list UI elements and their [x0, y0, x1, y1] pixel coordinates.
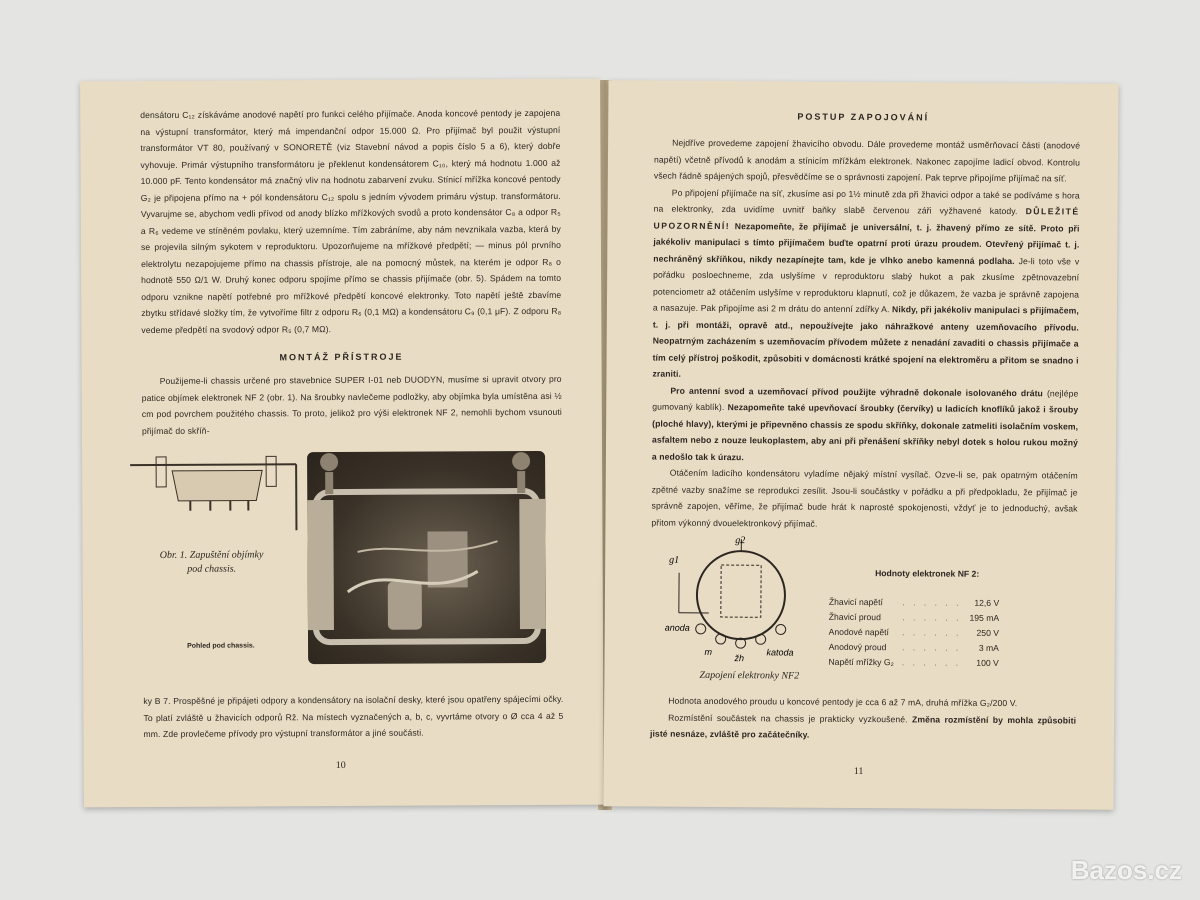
figure-1-caption	[137, 548, 287, 577]
label-anoda: anoda	[664, 622, 690, 633]
right-para-1: Nejdříve provedeme zapojení žhavicího obvodu. Dále provedeme montáž usměrňovací části (anodové napětí) včetně přívodů k anodám a stínicím mřížkám elektronek. Nakonec zapojíme ladicí obvod. Kontrolu všech řádně spájených spojů, přesvědčíme se o správnosti zapojení. Pak teprve připojíme přijímač na síť.	[653, 137, 1081, 184]
right-para-2b: Nezapomeňte, že přijímač je universální, t. j. žhavený přímo ze sítě. Proto při jakékoliv manipulaci s tímto přijímačem buďte opatrní proti úrazu proudem. Otevřený přijímač t. j. nechráněný skříňkou, nikdy nezapínejte tam, kde je vlhko anebo kamenná podlaha.	[653, 220, 1080, 266]
left-text-top	[140, 105, 561, 338]
row-label: Anodový proud	[828, 641, 887, 652]
row-value: 250 V	[976, 627, 1000, 638]
row-dots: . . . . . .	[902, 611, 962, 623]
right-para-6a: Rozmístění součástek na chassis je prakticky vyzkoušené.	[668, 712, 908, 724]
right-para-3b: (nejlépe gumovaný kablík).	[652, 387, 1079, 413]
label-g2: g2	[735, 535, 746, 547]
right-para-2c: Je-li toto vše v pořádku posloechneme, zda uslyšíme v reproduktoru slabý hukot a pak zkusíme zpětnovazební potenciometr až otáčením uslyšíme v reproduktoru klapnutí, což je důkazem, že vazba je správně zapojena a nasazuje. Pak připojíme asi 2 m drátu do antenní zdířky A.	[652, 255, 1080, 315]
table-title: Hodnoty elektronek NF 2:	[875, 568, 980, 579]
right-page	[603, 80, 1118, 810]
right-para-3c: Nezapomeňte také upevňovací šroubky (červíky) u ladicích knoflíků jakož i šrouby (ploché hlavy), kterými je připevněno chassis ze spodu skříňky, dokonale zatmeliti isolačním voskem, asfaltem nebo z nouze leukoplastem, aby ani při přenášení skříňky nebyl dotek s holou rukou možný a nedošlo tak k úrazu.	[651, 402, 1079, 462]
figure-1-caption-line-2: pod chassis.	[187, 563, 237, 575]
row-dots: . . . . . .	[902, 596, 962, 608]
table-row	[824, 654, 1002, 670]
right-para-5: Hodnota anodového proudu u koncové pentody je cca 6 až 7 mA, druhá mřížka G₂/200 V.	[668, 695, 1018, 709]
row-label: Anodové napětí	[828, 626, 889, 637]
montaz-heading: MONTÁŽ PŘÍSTROJE	[279, 351, 404, 363]
row-value: 3 mA	[978, 642, 999, 653]
left-para-1: densátoru C₁₂ získáváme anodové napětí pro funkci celého přijímače. Anoda koncové pentody je zapojena na výstupní transformátor, který má impendanční odpor 15.000 Ω. Pro přijímač byl použit výstupní transformátor VT 80, používaný v SONORETĚ (viz Stavební návod a popis číslo 5 a 6), který dobře vyhovuje. Primár výstupního transformátoru je překlenut kondensátorem C₁₀, který má hodnotu 1.000 až 10.000 pF. Tento kondensátor má značný vliv na hodnotu zabarvení zvuku. Stínicí mřížka koncové pentody G₂ je připojena přímo na + pól kondensátoru C₁₂ spolu s jedním vývodem primáru výstup. transformátoru. Vyvarujme se, abychom vedli přívod od anody blízko mřížkových svodů a proto kondensátor C₈ a odpor R₅ a R₆ vedeme ve stíněném povlaku, který uzemníme. Tím zabráníme, aby nám nevznikala vazba, která by se projevila silným sykotem v reproduktoru. Upozorňujeme na mřížkové předpětí; — minus pól prvního elektrolytu nezapojujeme přímo na chassis přístroje, ale na pomocný můstek, na kterém je odpor R₈ o hodnotě 550 Ω/1 W. Druhý konec odporu spojíme přímo se chassis přijímače (obr. 5). Spádem na tomto odporu vznikne napětí potřebné pro mřížkové předpětí koncové elektronky. Toto napětí ještě zbavíme zbytku střídavé složky tím, že vytvoříme filtr z odporu R₆ (0,1 MΩ) a kondensátoru C₉ (0,1 μF). Z odporu R₈ vedeme předpětí na svodový odpor R₅ (0,7 MΩ).	[140, 107, 562, 335]
left-para-3: ky B 7. Prospěšné je připájeti odpory a kondensátory na isolační desky, které jsou opatřeny spájecími očky. To platí zvláště u žhavicích odporů Rž. Na místech vyznačených a, b, c, vyvrtáme otvory o Ø cca 4 až 5 mm. Zde provlečeme přívody pro výstupní transformátor a jiné součásti.	[143, 693, 564, 740]
table-row	[825, 624, 1003, 640]
left-page	[80, 79, 604, 808]
table-row	[825, 609, 1003, 625]
label-m: m	[704, 646, 713, 657]
row-dots: . . . . . .	[901, 641, 962, 653]
right-para-2a: Po připojení přijímače na síť, zkusíme asi po 1½ minutě zda při žhavici odpor a také se podíváme s hora na elektronky, zda uvidíme uvnitř baňky slabě červenou záři vyžhavené katody.	[653, 187, 1080, 217]
diagram-caption: Zapojení elektronky NF2	[699, 669, 800, 682]
tube-values-table	[824, 594, 1003, 670]
row-dots: . . . . . .	[902, 626, 962, 638]
left-text-mid	[142, 371, 562, 439]
right-page-number: 11	[853, 765, 864, 778]
row-value: 100 V	[976, 657, 999, 668]
warning-title: DŮLEŽITÉ UPOZORNĚNÍ!	[653, 206, 1080, 231]
chassis-photo	[307, 451, 546, 664]
table-row	[825, 639, 1003, 655]
row-label: Žhavicí proud	[828, 611, 881, 622]
right-text-top	[651, 135, 1080, 534]
left-page-number: 10	[335, 759, 346, 772]
left-text-bottom	[143, 691, 563, 743]
row-value: 195 mA	[969, 612, 1000, 623]
tube-pin-diagram	[654, 533, 805, 664]
right-para-2d: Nikdy, při jakékoliv manipulaci s přijímačem, t. j. při montáži, opravě atd., nepoužívejte jako náhražkové anteny uzemňovacího přívodu. Neopatrným zacházením s uzemňovacím přívodem můžete z nenadání zavaditi o chassis přijímače a tím celý přístroj poškodit, způsobiti v domácnosti krátké spojení na elektroměru a přitom se snadno i zraniti.	[652, 304, 1079, 379]
socket-mount-drawing	[126, 452, 304, 533]
postup-heading: POSTUP ZAPOJOVÁNÍ	[797, 111, 930, 123]
right-para-3a: Pro antenní svod a uzemňovací přívod použijte výhradně dokonale isolovaného drátu	[670, 385, 1043, 398]
watermark: Bazos.cz	[1070, 855, 1182, 885]
right-text-bottom	[650, 693, 1076, 745]
table-row	[825, 594, 1003, 610]
row-value: 12,6 V	[974, 597, 1000, 608]
figure-1-caption-line-1: Obr. 1. Zapuštění objímky	[159, 549, 264, 561]
photo-caption: Pohled pod chassis.	[187, 642, 255, 650]
right-para-4: Otáčením ladicího kondensátoru vyladíme nějaký místní vysílač. Ozve-li se, pak opatrným otáčením zpětné vazby snažíme se reprodukci zesílit. Jsou-li součástky v pořádku a při předpokladu, že přijímač je správně zapojen, věříme, že přijímač bude hrát k naprosté spokojenosti, vždyť je to jednoduchý, avšak přitom výkonný dvouelektronkový přijímač.	[651, 467, 1078, 529]
row-label: Žhavicí napětí	[828, 596, 883, 607]
row-label: Napětí mřížky G₂	[828, 656, 894, 667]
row-dots: . . . . . .	[901, 656, 962, 668]
label-katoda: katoda	[766, 647, 794, 658]
left-para-2: Použijeme-li chassis určené pro stavebnice SUPER I-01 neb DUODYN, musíme si upravit otvory pro patice objímek elektronek NF 2 (obr. 1). Na šroubky navlečeme podložky, aby objímka byla umístěna asi ½ cm pod povrchem použitého chassis. To proto, jelikož pro výši elektronek NF 2, nemohli bychom vsunouti přijímač do skříň-	[141, 373, 562, 436]
label-zh: žh	[734, 653, 745, 664]
right-para-6b: Změna rozmístění by mohla způsobiti jisté nesnáze, zvláště pro začátečníky.	[649, 713, 1077, 740]
label-g1: g1	[669, 554, 680, 566]
chassis-photo-detail	[307, 451, 546, 664]
